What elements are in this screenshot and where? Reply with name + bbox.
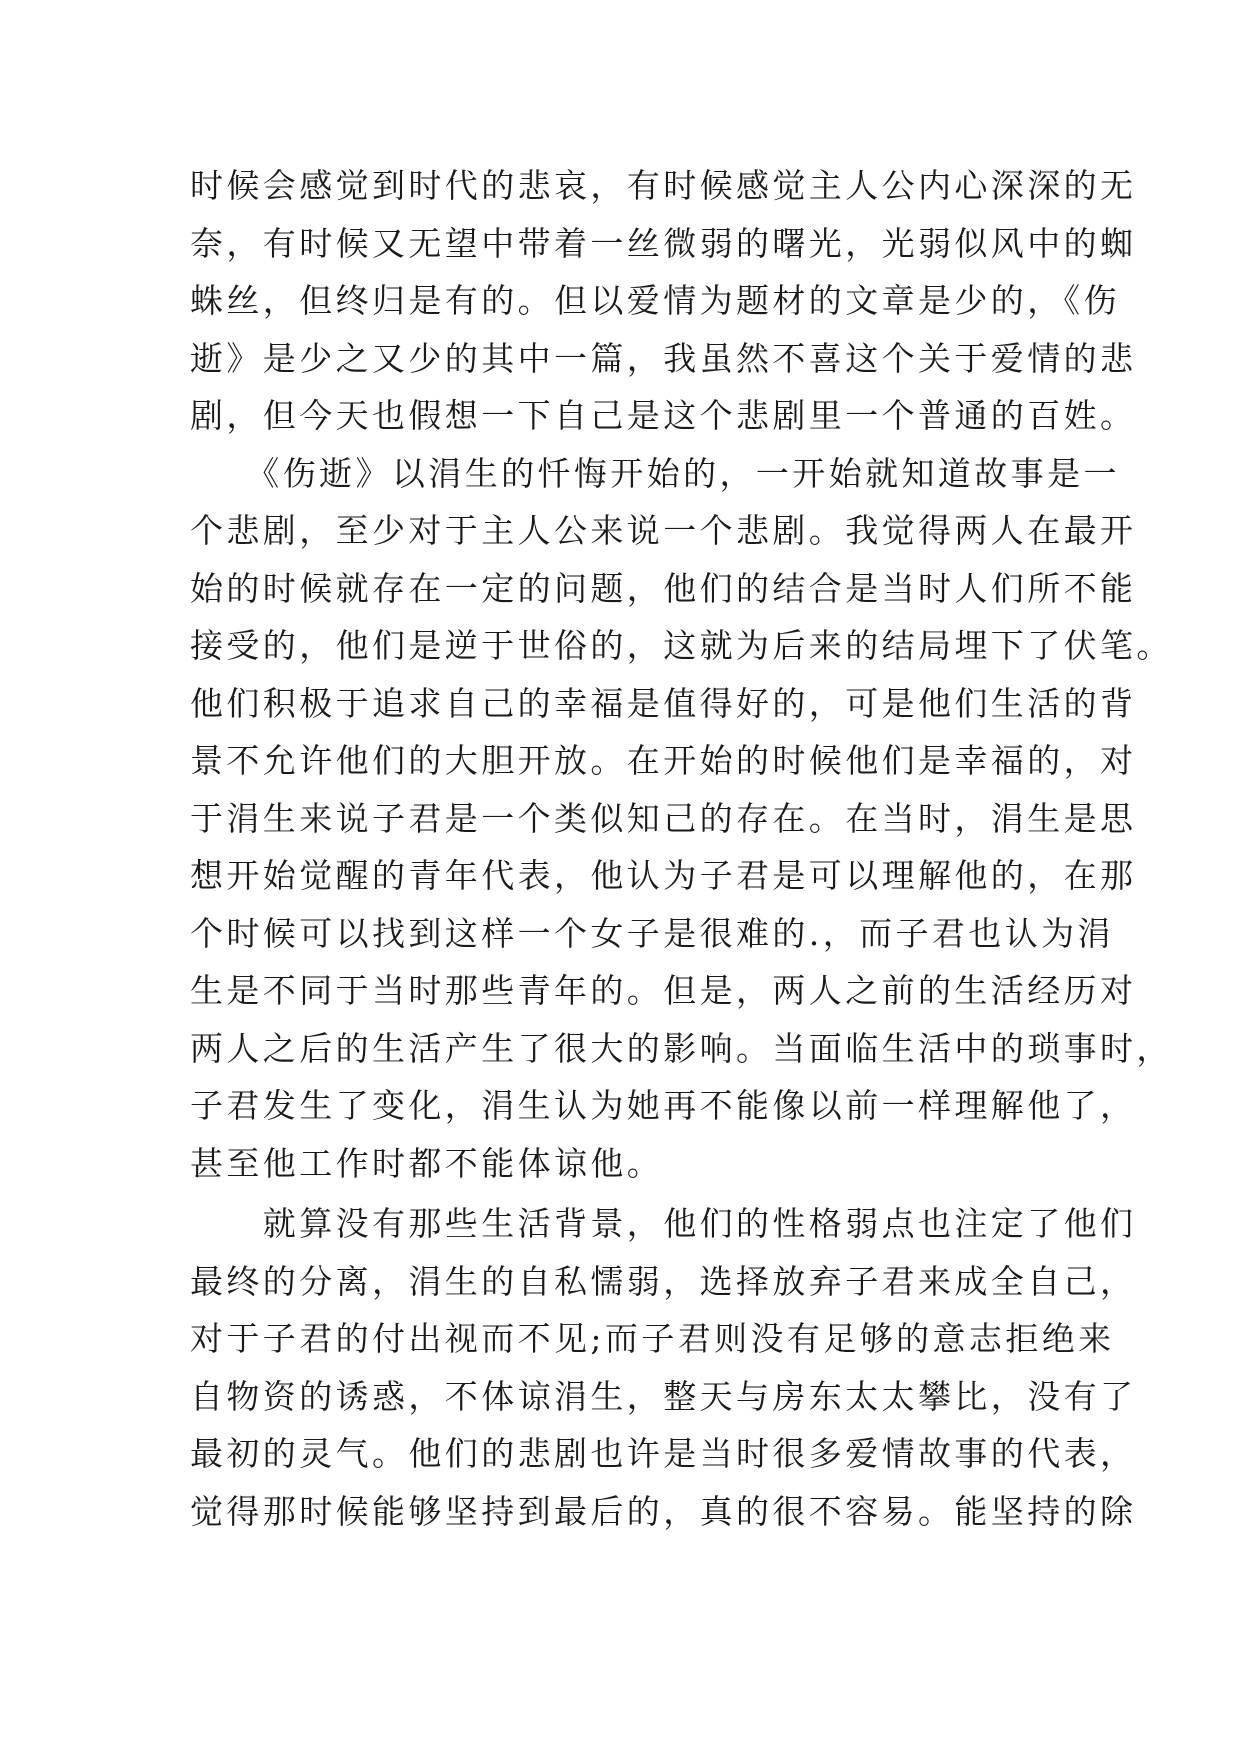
text-line: 他们积极于追求自己的幸福是值得好的，可是他们生活的背 xyxy=(190,683,1137,723)
text-line: 甚至他工作时都不能体谅他。 xyxy=(190,1143,664,1183)
text-line: 想开始觉醒的青年代表，他认为子君是可以理解他的，在那 xyxy=(190,856,1137,895)
text-line: 个时候可以找到这样一个女子是很难的.，而子君也认为涓 xyxy=(190,913,1114,953)
text-line: 觉得那时候能够坚持到最后的，真的很不容易。能坚持的除 xyxy=(190,1491,1137,1531)
text-line: 始的时候就存在一定的问题，他们的结合是当时人们所不能 xyxy=(190,568,1137,608)
text-line: 最终的分离，涓生的自私懦弱，选择放弃子君来成全自己， xyxy=(190,1261,1137,1301)
body-text xyxy=(190,157,1173,1540)
text-line: 接受的，他们是逆于世俗的，这就为后来的结局埋下了伏笔。 xyxy=(190,626,1173,665)
text-line: 对于子君的付出视而不见;而子君则没有足够的意志拒绝来 xyxy=(190,1319,1115,1358)
paragraph-2 xyxy=(190,445,1173,1193)
text-line: 两人之后的生活产生了很大的影响。当面临生活中的琐事时， xyxy=(190,1028,1173,1068)
text-line: 时候会感觉到时代的悲哀，有时候感觉主人公内心深深的无 xyxy=(190,166,1137,205)
text-line: 个悲剧，至少对于主人公来说一个悲剧。我觉得两人在最开 xyxy=(190,511,1137,550)
text-line: 生是不同于当时那些青年的。但是，两人之前的生活经历对 xyxy=(190,971,1137,1010)
text-line: 逝》是少之又少的其中一篇，我虽然不喜这个关于爱情的悲 xyxy=(190,338,1137,378)
text-line: 剧，但今天也假想一下自己是这个悲剧里一个普通的百姓。 xyxy=(190,396,1137,435)
paragraph-1 xyxy=(190,157,1137,445)
paragraph-3 xyxy=(190,1195,1137,1540)
text-line: 景不允许他们的大胆开放。在开始的时候他们是幸福的，对 xyxy=(190,741,1137,780)
text-line: 自物资的诱惑，不体谅涓生，整天与房东太太攀比，没有了 xyxy=(190,1376,1137,1416)
text-line: 奈，有时候又无望中带着一丝微弱的曙光，光弱似风中的蜘 xyxy=(190,223,1137,263)
text-line: 蛛丝，但终归是有的。但以爱情为题材的文章是少的，《伤 xyxy=(190,281,1120,320)
text-line: 《伤逝》以涓生的忏悔开始的，一开始就知道故事是一 xyxy=(190,453,1120,493)
text-line: 就算没有那些生活背景，他们的性格弱点也注定了他们 xyxy=(190,1204,1137,1243)
text-line: 最初的灵气。他们的悲剧也许是当时很多爱情故事的代表， xyxy=(190,1434,1137,1473)
text-line: 子君发生了变化，涓生认为她再不能像以前一样理解他了， xyxy=(190,1086,1137,1125)
text-line: 于涓生来说子君是一个类似知己的存在。在当时，涓生是思 xyxy=(190,798,1137,838)
